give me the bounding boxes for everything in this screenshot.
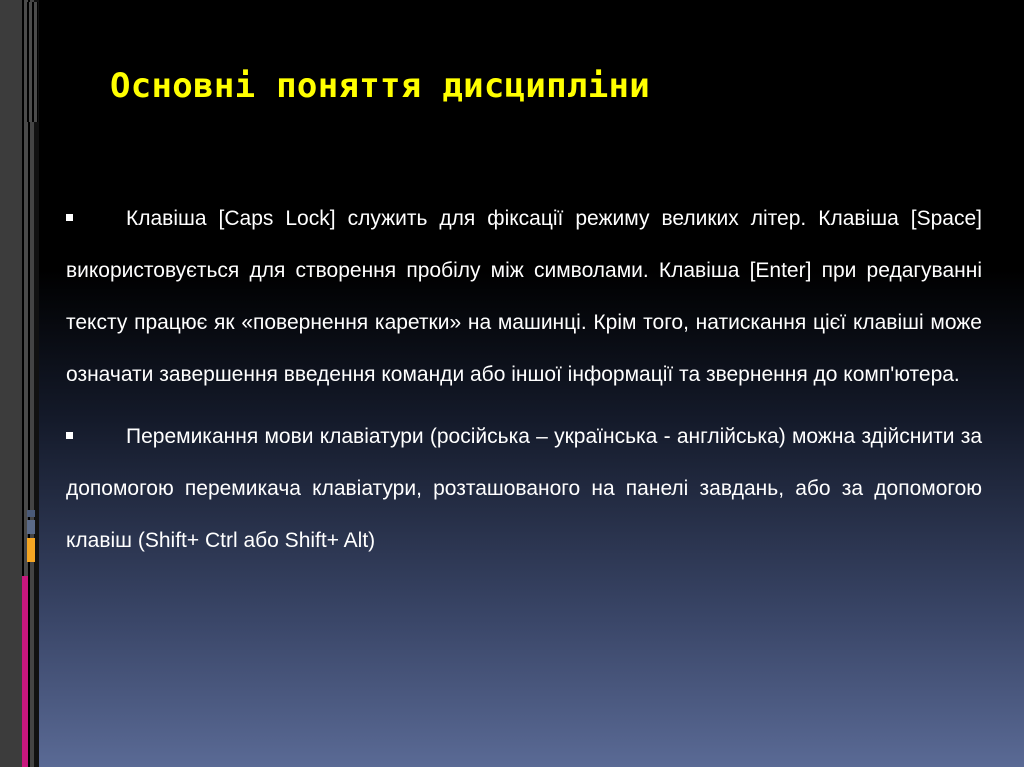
decorative-barcode — [24, 2, 38, 122]
square-bullet-icon — [66, 214, 73, 221]
decorative-stripe — [0, 0, 22, 767]
bullet-paragraph — [66, 411, 982, 567]
accent-tick-orange — [27, 538, 35, 562]
bullet-paragraph — [66, 193, 982, 401]
accent-tick-gray — [27, 510, 35, 517]
accent-tick-gray — [27, 520, 35, 534]
slide-title: Основні поняття дисципліни — [110, 66, 651, 106]
square-bullet-icon — [66, 432, 73, 439]
paragraph-text: Перемикання мови клавіатури (російська – українська - англійська) можна здійснити за допомогою перемикача клавіатури, розташованого на панелі завдань, або за допомогою клавіш (Shift+ Ctrl або Shift+ Alt) — [66, 425, 982, 552]
paragraph-text: Клавіша [Caps Lock] служить для фіксації режиму великих літер. Клавіша [Space] використовується для створення пробілу між символами. Клавіша [Enter] при редагуванні тексту працює як «повернення каретки» на машинці. Крім того, натискання цієї клавіші може означати завершення введення команди або іншої інформації та звернення до комп'ютера. — [66, 207, 982, 386]
accent-bar-magenta — [22, 576, 28, 767]
slide-body — [66, 193, 982, 577]
